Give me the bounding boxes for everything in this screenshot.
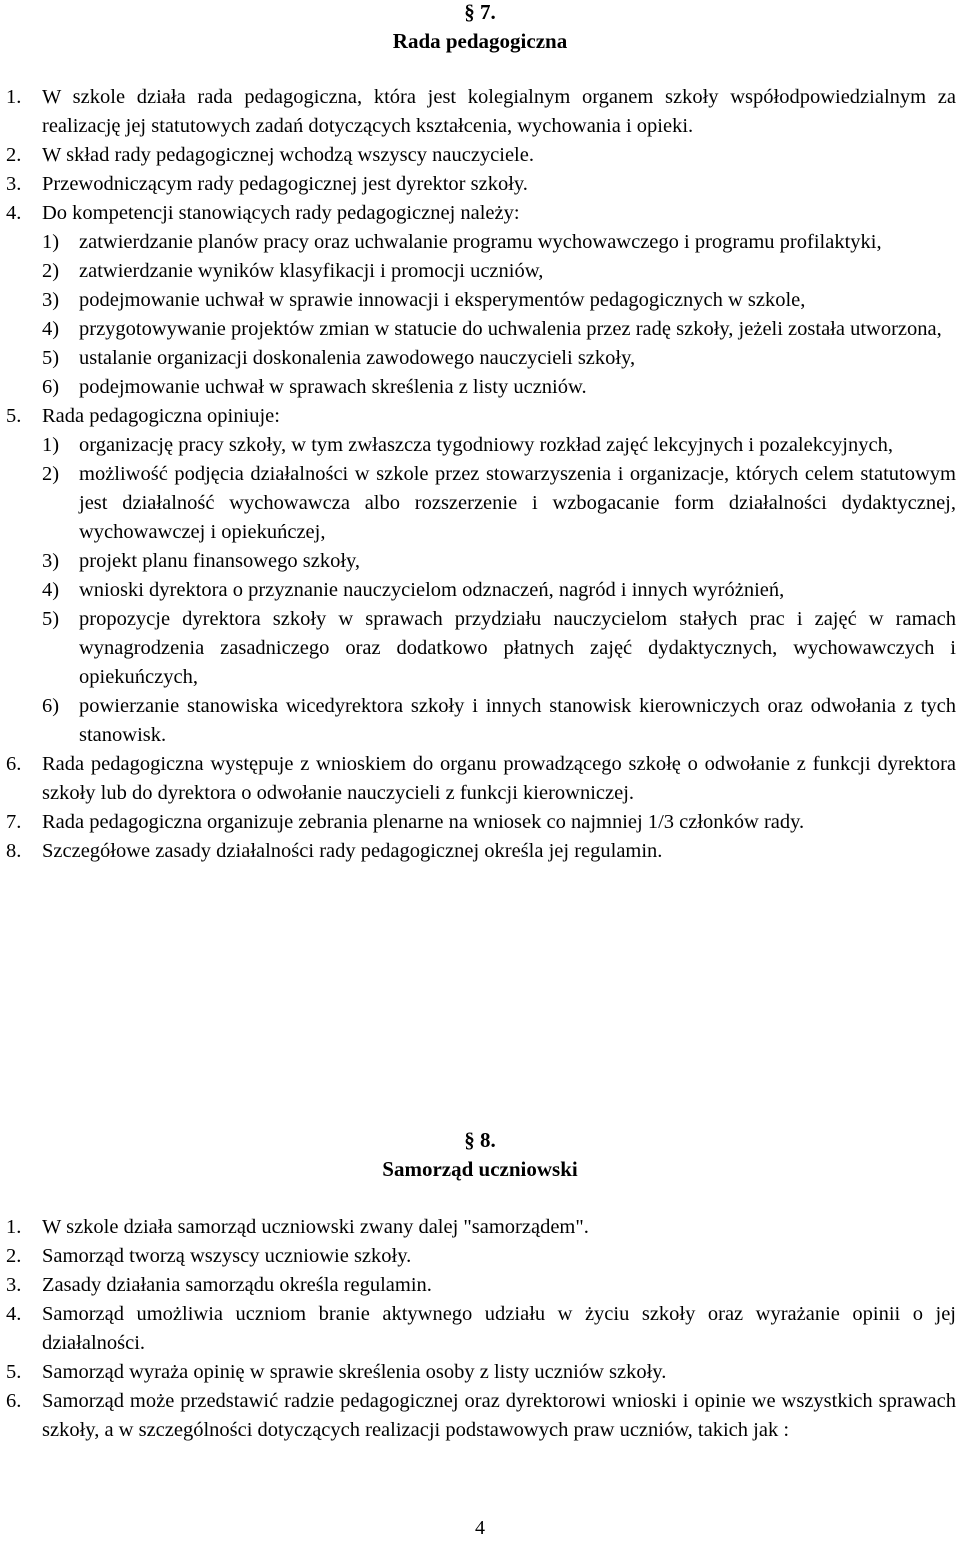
sub-item: 6) podejmowanie uchwał w sprawach skreślenia z listy uczniów. (42, 376, 587, 398)
section-7-item-8: 8. Szczegółowe zasady działalności rady pedagogicznej określa jej regulamin. (6, 840, 663, 862)
section-7-item-1: 1. W szkole działa rada pedagogiczna, która jest kolegialnym organem szkoły współodpowiedzialnym za realizację jej statutowych zadań dotyczących kształcenia, wychowania i opieki. (6, 86, 956, 137)
item-text: Samorząd wyraża opinię w sprawie skreślenia osoby z listy uczniów szkoły. (42, 1361, 667, 1383)
sub-item: 3) podejmowanie uchwał w sprawie innowacji i eksperymentów pedagogicznych w szkole, (42, 289, 806, 311)
section-7-item-6: 6. Rada pedagogiczna występuje z wnioskiem do organu prowadzącego szkołę o odwołanie z funkcji dyrektora szkoły lub do dyrektora o odwołanie nauczycieli z funkcji kierowniczej. (6, 753, 956, 804)
item-text: Przewodniczącym rady pedagogicznej jest dyrektor szkoły. (42, 173, 528, 195)
item-text: Rada pedagogiczna opiniuje: (42, 405, 280, 427)
sub-item: 4) przygotowywanie projektów zmian w statucie do uchwalenia przez radę szkoły, jeżeli została utworzona, (42, 318, 942, 340)
section-7-body (6, 83, 956, 866)
sub-item: 3) projekt planu finansowego szkoły, (42, 550, 361, 572)
section-7-item-7: 7. Rada pedagogiczna organizuje zebrania plenarne na wniosek co najmniej 1/3 członków rady. (6, 811, 805, 833)
item-text: Samorząd tworzą wszyscy uczniowie szkoły. (42, 1245, 412, 1267)
section-8-item-1: 1. W szkole działa samorząd uczniowski zwany dalej "samorządem". (6, 1216, 589, 1238)
sub-item: 4) wnioski dyrektora o przyznanie nauczycielom odznaczeń, nagród i innych wyróżnień, (42, 579, 785, 601)
item-text: Samorząd umożliwia uczniom branie aktywnego udziału w życiu szkoły oraz wyrażanie opinii o jej działalności. (42, 1303, 956, 1354)
section-7-heading (0, 0, 960, 56)
page-number: 4 (475, 1517, 485, 1539)
section-8-item-6: 6. Samorząd może przedstawić radzie pedagogicznej oraz dyrektorowi wnioski i opinie we wszystkich sprawach szkoły, a w szczególności dotyczących realizacji podstawowych praw uczniów, takich jak : (6, 1390, 956, 1441)
section-7-item-4: 4. Do kompetencji stanowiących rady pedagogicznej należy: 1) zatwierdzanie planów pracy oraz uchwalanie programu wychowawczego i programu profilaktyki, 2) zatwierdzanie wyników klasyfikacji i promocji uczniów, 3) podejmowanie uchwał w sprawie innowacji i eksperymentów pedagogicznych w szkole, 4) przygotowywanie projektów zmian w statucie do uchwalenia przez radę szkoły, jeżeli została utworzona, 5) ustalanie organizacji doskonalenia zawodowego nauczycieli szkoły, 6) podejmowanie uchwał w sprawach skreślenia z listy uczniów. (6, 199, 956, 402)
section-7-item-5: 5. Rada pedagogiczna opiniuje: 1) organizację pracy szkoły, w tym zwłaszcza tygodniowy rozkład zajęć lekcyjnych i pozalekcyjnych, 2) możliwość podjęcia działalności w szkole przez stowarzyszenia i organizacje, których celem statutowym jest działalność wychowawcza albo rozszerzenie i wzbogacanie form działalności dydaktycznej, wychowawczej i opiekuńczej, 3) projekt planu finansowego szkoły, 4) wnioski dyrektora o przyznanie nauczycielom odznaczeń, nagród i innych wyróżnień, 5) propozycje dyrektora szkoły w sprawach przydziału nauczycielom stałych prac i zajęć w ramach wynagrodzenia zasadniczego oraz dodatkowo płatnych zajęć dydaktycznych, wychowawczych i opiekuńczych, 6) powierzanie stanowiska wicedyrektora szkoły i innych stanowisk kierowniczych oraz odwołania z tych stanowisk. (6, 402, 956, 750)
sub-item: 1) zatwierdzanie planów pracy oraz uchwalanie programu wychowawczego i programu profilaktyki, (42, 231, 882, 253)
opinions-list (42, 431, 956, 750)
sub-item: 6) powierzanie stanowiska wicedyrektora szkoły i innych stanowisk kierowniczych oraz odwołania z tych stanowisk. (42, 695, 956, 746)
item-text: Rada pedagogiczna organizuje zebrania plenarne na wniosek co najmniej 1/3 członków rady. (42, 811, 805, 833)
section-8-item-2: 2. Samorząd tworzą wszyscy uczniowie szkoły. (6, 1245, 412, 1267)
item-text: W szkole działa rada pedagogiczna, która jest kolegialnym organem szkoły współodpowiedzialnym za realizację jej statutowych zadań dotyczących kształcenia, wychowania i opieki. (42, 86, 956, 137)
item-text: W szkole działa samorząd uczniowski zwany dalej "samorządem". (42, 1216, 589, 1238)
section-7-number: § 7. (464, 0, 496, 24)
competences-list (42, 228, 956, 402)
item-text: Rada pedagogiczna występuje z wnioskiem do organu prowadzącego szkołę o odwołanie z funkcji dyrektora szkoły lub do dyrektora o odwołanie nauczycieli z funkcji kierowniczej. (42, 753, 956, 804)
sub-item: 5) propozycje dyrektora szkoły w sprawach przydziału nauczycielom stałych prac i zajęć w ramach wynagrodzenia zasadniczego oraz dodatkowo płatnych zajęć dydaktycznych, wychowawczych i opiekuńczych, (42, 608, 956, 688)
item-text: Zasady działania samorządu określa regulamin. (42, 1274, 432, 1296)
item-text: W skład rady pedagogicznej wchodzą wszyscy nauczyciele. (42, 144, 534, 166)
section-7-item-2: 2. W skład rady pedagogicznej wchodzą wszyscy nauczyciele. (6, 144, 534, 166)
section-7-title: Rada pedagogiczna (392, 29, 568, 53)
sub-item: 2) zatwierdzanie wyników klasyfikacji i promocji uczniów, (42, 260, 544, 282)
item-text: Samorząd może przedstawić radzie pedagogicznej oraz dyrektorowi wnioski i opinie we wszystkich sprawach szkoły, a w szczególności dotyczących realizacji podstawowych praw uczniów, takich jak : (42, 1390, 956, 1441)
section-8-body (6, 1213, 956, 1445)
section-8-item-4: 4. Samorząd umożliwia uczniom branie aktywnego udziału w życiu szkoły oraz wyrażanie opinii o jej działalności. (6, 1303, 956, 1354)
section-8-heading (0, 1126, 960, 1184)
item-text: Do kompetencji stanowiących rady pedagogicznej należy: (42, 202, 520, 224)
section-7-item-3: 3. Przewodniczącym rady pedagogicznej jest dyrektor szkoły. (6, 173, 528, 195)
sub-item: 1) organizację pracy szkoły, w tym zwłaszcza tygodniowy rozkład zajęć lekcyjnych i pozalekcyjnych, (42, 434, 893, 456)
section-8-title: Samorząd uczniowski (382, 1157, 578, 1181)
sub-item: 5) ustalanie organizacji doskonalenia zawodowego nauczycieli szkoły, (42, 347, 636, 369)
sub-item: 2) możliwość podjęcia działalności w szkole przez stowarzyszenia i organizacje, których celem statutowym jest działalność wychowawcza albo rozszerzenie i wzbogacanie form działalności dydaktycznej, wychowawczej i opiekuńczej, (42, 463, 956, 543)
section-8-item-3: 3. Zasady działania samorządu określa regulamin. (6, 1274, 432, 1296)
section-8-number: § 8. (464, 1128, 496, 1152)
section-8-item-5: 5. Samorząd wyraża opinię w sprawie skreślenia osoby z listy uczniów szkoły. (6, 1361, 667, 1383)
item-text: Szczegółowe zasady działalności rady pedagogicznej określa jej regulamin. (42, 840, 663, 862)
